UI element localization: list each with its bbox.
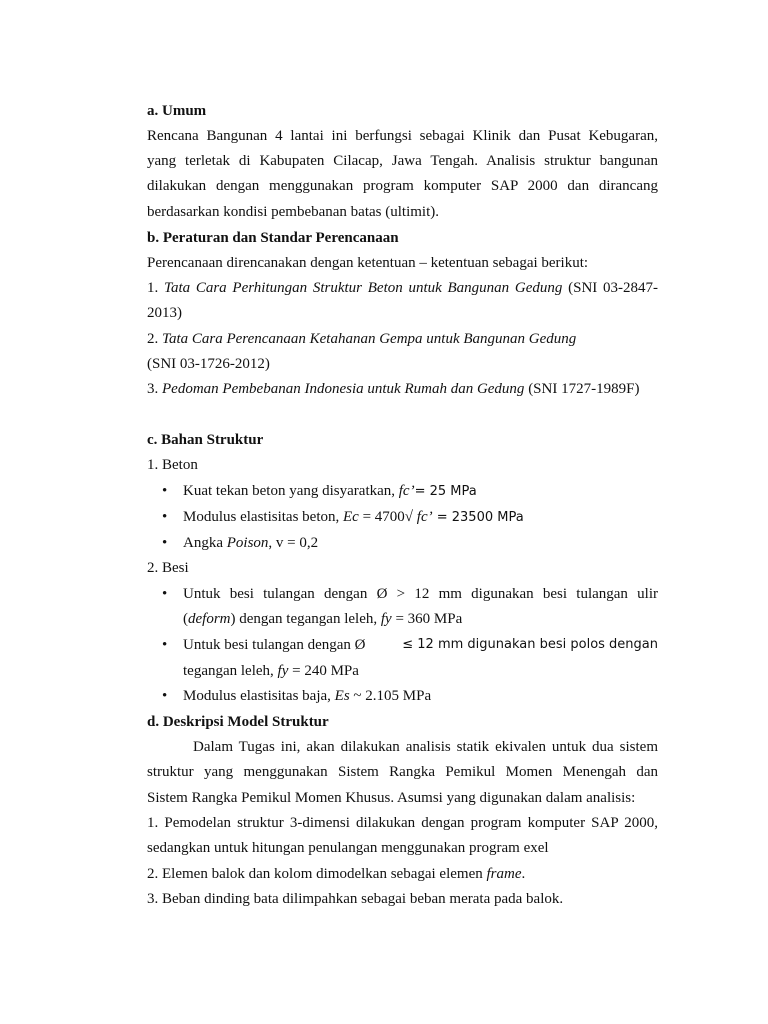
asumsi-item-2: 2. Elemen balok dan kolom dimodelkan sebagai elemen frame.	[147, 866, 526, 882]
besi-ulir-line-1: Untuk besi tulangan dengan Ø > 12 mm digunakan besi tulangan ulir	[183, 586, 658, 602]
bullet-icon: •	[162, 586, 168, 602]
beton-label: 1. Beton	[147, 457, 198, 473]
asumsi-item-1-line-2: sedangkan untuk hitungan penulangan menggunakan program exel	[147, 840, 549, 856]
standard-item-2-code: (SNI 03-1726-2012)	[147, 356, 270, 372]
deskripsi-para-line-2: struktur yang menggunakan Sistem Rangka Pemikul Momen Menengah dan	[147, 764, 658, 780]
umum-text-line-4: berdasarkan kondisi pembebanan batas (ultimit).	[147, 204, 439, 220]
umum-text-line-1: Rencana Bangunan 4 lantai ini berfungsi sebagai Klinik dan Pusat Kebugaran,	[147, 128, 658, 144]
umum-text-line-2: yang terletak di Kabupaten Cilacap, Jawa Tengah. Analisis struktur bangunan	[147, 153, 658, 169]
besi-polos-line-2: tegangan leleh, fy = 240 MPa	[183, 663, 359, 679]
bullet-icon: •	[162, 509, 168, 525]
standard-item-1-code: 2013)	[147, 305, 182, 321]
besi-ulir-line-2: (deform) dengan tegangan leleh, fy = 360 MPa	[183, 611, 463, 627]
deskripsi-para-line-3: Sistem Rangka Pemikul Momen Khusus. Asumsi yang digunakan dalam analisis:	[147, 790, 636, 806]
standard-item-1: 1. Tata Cara Perhitungan Struktur Beton untuk Bangunan Gedung (SNI 03-2847-	[147, 280, 658, 296]
bullet-icon: •	[162, 688, 168, 704]
bullet-icon: •	[162, 637, 168, 653]
umum-text-line-3: dilakukan dengan menggunakan program komputer SAP 2000 dan dirancang	[147, 178, 658, 194]
peraturan-intro: Perencanaan direncanakan dengan ketentuan – ketentuan sebagai berikut:	[147, 255, 589, 271]
bullet-icon: •	[162, 483, 168, 499]
beton-poison: Angka Poison, v = 0,2	[183, 535, 319, 551]
heading-deskripsi-model: d. Deskripsi Model Struktur	[147, 714, 329, 730]
bullet-icon: •	[162, 535, 168, 551]
heading-umum: a. Umum	[147, 103, 207, 119]
besi-polos-line-1: Untuk besi tulangan dengan Ø ≤ 12 mm digunakan besi polos dengan	[183, 637, 658, 653]
besi-modulus: Modulus elastisitas baja, Es ~ 2.105 MPa	[183, 688, 432, 704]
heading-bahan-struktur: c. Bahan Struktur	[147, 432, 264, 448]
asumsi-item-1-line-1: 1. Pemodelan struktur 3-dimensi dilakukan dengan program komputer SAP 2000,	[147, 815, 658, 831]
heading-peraturan: b. Peraturan dan Standar Perencanaan	[147, 230, 399, 246]
standard-item-2: 2. Tata Cara Perencanaan Ketahanan Gempa untuk Bangunan Gedung	[147, 331, 577, 347]
standard-item-3: 3. Pedoman Pembebanan Indonesia untuk Rumah dan Gedung (SNI 1727-1989F)	[147, 381, 640, 397]
besi-label: 2. Besi	[147, 560, 189, 576]
deskripsi-para-line-1: Dalam Tugas ini, akan dilakukan analisis statik ekivalen untuk dua sistem	[193, 739, 658, 755]
beton-kuat-tekan: Kuat tekan beton yang disyaratkan, fc’= 25 MPa	[183, 483, 477, 499]
asumsi-item-3: 3. Beban dinding bata dilimpahkan sebagai beban merata pada balok.	[147, 891, 564, 907]
beton-modulus: Modulus elastisitas beton, Ec = 4700√ fc’ = 23500 MPa	[183, 509, 524, 525]
